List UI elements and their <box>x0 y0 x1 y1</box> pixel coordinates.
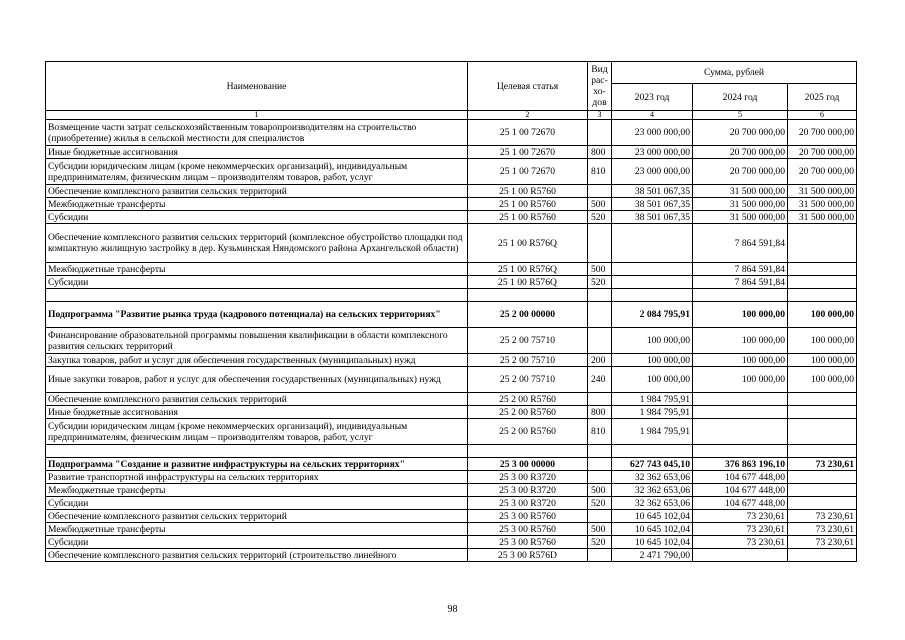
row-sum-2025 <box>788 276 857 289</box>
row-sum-2024: 104 677 448,00 <box>693 497 788 510</box>
row-sum-2025 <box>788 263 857 276</box>
table-row <box>46 471 857 484</box>
row-name <box>46 445 468 458</box>
row-name: Подпрограмма "Создание и развитие инфраструктуры на сельских территориях" <box>46 458 468 471</box>
page-number: 98 <box>447 604 458 615</box>
table-row <box>46 120 857 146</box>
col-number: 4 <box>612 111 693 120</box>
table-row <box>46 458 857 471</box>
row-name: Субсидии <box>46 536 468 549</box>
row-sum-2025: 100 000,00 <box>788 354 857 367</box>
row-sum-2023: 38 501 067,35 <box>612 185 693 198</box>
row-sum-2025 <box>788 445 857 458</box>
row-name: Возмещение части затрат сельскохозяйственным товаропроизводителям на строительство (приобретение) жилья в сельской местности для специалистов <box>46 120 468 146</box>
row-name: Обеспечение комплексного развития сельских территорий (комплексное обустройство площадки под компактную жилищную застройку в дер. Кузьминская Няндомского района Архангельской области) <box>46 224 468 263</box>
row-sum-2025: 73 230,61 <box>788 536 857 549</box>
row-sum-2023: 10 645 102,04 <box>612 510 693 523</box>
row-expense-kind: 520 <box>588 211 612 224</box>
row-name: Обеспечение комплексного развития сельских территорий <box>46 510 468 523</box>
row-name: Межбюджетные трансферты <box>46 523 468 536</box>
row-sum-2025: 31 500 000,00 <box>788 198 857 211</box>
row-target-article <box>468 445 588 458</box>
row-sum-2023: 100 000,00 <box>612 367 693 393</box>
table-row <box>46 354 857 367</box>
row-target-article: 25 1 00 R576Q <box>468 276 588 289</box>
header-year-2024: 2024 год <box>693 84 788 111</box>
row-sum-2025 <box>788 224 857 263</box>
row-name: Субсидии юридическим лицам (кроме некоммерческих организаций), индивидуальным предпринимателям, физическим лицам – производителям товаров, работ, услуг <box>46 419 468 445</box>
row-target-article: 25 1 00 72670 <box>468 146 588 159</box>
row-sum-2023: 38 501 067,35 <box>612 198 693 211</box>
budget-table <box>45 61 857 562</box>
row-sum-2024: 100 000,00 <box>693 328 788 354</box>
row-name: Межбюджетные трансферты <box>46 263 468 276</box>
row-target-article: 25 2 00 75710 <box>468 354 588 367</box>
row-sum-2024: 20 700 000,00 <box>693 146 788 159</box>
row-sum-2023: 100 000,00 <box>612 354 693 367</box>
row-sum-2025 <box>788 471 857 484</box>
row-sum-2024: 376 863 196,10 <box>693 458 788 471</box>
row-sum-2025 <box>788 406 857 419</box>
row-sum-2023: 2 471 790,00 <box>612 549 693 562</box>
row-expense-kind: 500 <box>588 484 612 497</box>
table-row <box>46 289 857 302</box>
row-target-article: 25 3 00 R5760 <box>468 523 588 536</box>
table-row <box>46 497 857 510</box>
row-sum-2023: 32 362 653,06 <box>612 484 693 497</box>
row-expense-kind <box>588 471 612 484</box>
row-target-article: 25 3 00 00000 <box>468 458 588 471</box>
row-sum-2023 <box>612 276 693 289</box>
row-sum-2023: 32 362 653,06 <box>612 497 693 510</box>
row-sum-2025 <box>788 484 857 497</box>
row-name: Субсидии <box>46 497 468 510</box>
row-target-article: 25 1 00 R576Q <box>468 224 588 263</box>
row-name: Развитие транспортной инфраструктуры на сельских территориях <box>46 471 468 484</box>
row-sum-2024: 31 500 000,00 <box>693 198 788 211</box>
row-sum-2024: 7 864 591,84 <box>693 263 788 276</box>
row-sum-2023: 38 501 067,35 <box>612 211 693 224</box>
table-row <box>46 185 857 198</box>
header-year-2023: 2023 год <box>612 84 693 111</box>
row-sum-2024: 7 864 591,84 <box>693 224 788 263</box>
row-expense-kind: 520 <box>588 276 612 289</box>
row-expense-kind <box>588 328 612 354</box>
row-name: Субсидии <box>46 276 468 289</box>
row-target-article: 25 3 00 R3720 <box>468 484 588 497</box>
row-name: Межбюджетные трансферты <box>46 484 468 497</box>
row-target-article: 25 2 00 75710 <box>468 367 588 393</box>
col-number: 3 <box>588 111 612 120</box>
header-sum: Сумма, рублей <box>612 62 857 84</box>
row-name: Межбюджетные трансферты <box>46 198 468 211</box>
row-sum-2025: 100 000,00 <box>788 328 857 354</box>
row-sum-2024: 100 000,00 <box>693 367 788 393</box>
row-target-article: 25 1 00 R576Q <box>468 263 588 276</box>
row-sum-2025: 100 000,00 <box>788 302 857 328</box>
row-target-article: 25 2 00 R5760 <box>468 393 588 406</box>
row-target-article: 25 2 00 00000 <box>468 302 588 328</box>
header-year-2025: 2025 год <box>788 84 857 111</box>
row-sum-2025: 100 000,00 <box>788 367 857 393</box>
row-name: Обеспечение комплексного развития сельских территорий (строительство линейного <box>46 549 468 562</box>
header-expense-kind: Вид рас-хо-дов <box>588 62 612 111</box>
table-row <box>46 484 857 497</box>
table-row <box>46 211 857 224</box>
row-sum-2024 <box>693 393 788 406</box>
row-name: Обеспечение комплексного развития сельских территорий <box>46 393 468 406</box>
table-row <box>46 263 857 276</box>
col-number: 2 <box>468 111 588 120</box>
table-row <box>46 419 857 445</box>
row-sum-2025 <box>788 497 857 510</box>
row-sum-2025 <box>788 393 857 406</box>
row-expense-kind: 500 <box>588 523 612 536</box>
row-sum-2023: 32 362 653,06 <box>612 471 693 484</box>
row-expense-kind <box>588 445 612 458</box>
row-expense-kind: 500 <box>588 198 612 211</box>
row-sum-2023 <box>612 289 693 302</box>
row-expense-kind: 520 <box>588 497 612 510</box>
row-sum-2025: 73 230,61 <box>788 523 857 536</box>
row-sum-2023: 1 984 795,91 <box>612 419 693 445</box>
row-sum-2025: 20 700 000,00 <box>788 120 857 146</box>
row-name: Субсидии юридическим лицам (кроме некоммерческих организаций), индивидуальным предпринимателям, физическим лицам – производителям товаров, работ, услуг <box>46 159 468 185</box>
col-number: 6 <box>788 111 857 120</box>
table-row <box>46 367 857 393</box>
row-sum-2023: 2 084 795,91 <box>612 302 693 328</box>
header-target-article: Целевая статья <box>468 62 588 111</box>
table-row <box>46 406 857 419</box>
row-expense-kind <box>588 458 612 471</box>
row-sum-2023: 23 000 000,00 <box>612 120 693 146</box>
row-sum-2024 <box>693 445 788 458</box>
row-expense-kind: 800 <box>588 406 612 419</box>
row-sum-2023: 1 984 795,91 <box>612 393 693 406</box>
row-sum-2023 <box>612 224 693 263</box>
table-row <box>46 198 857 211</box>
row-sum-2023: 100 000,00 <box>612 328 693 354</box>
row-sum-2024 <box>693 289 788 302</box>
row-sum-2024: 73 230,61 <box>693 523 788 536</box>
row-expense-kind <box>588 224 612 263</box>
row-sum-2023: 1 984 795,91 <box>612 406 693 419</box>
row-name: Иные бюджетные ассигнования <box>46 406 468 419</box>
col-number: 1 <box>46 111 468 120</box>
row-expense-kind <box>588 185 612 198</box>
row-sum-2024: 31 500 000,00 <box>693 211 788 224</box>
row-sum-2024: 7 864 591,84 <box>693 276 788 289</box>
row-expense-kind <box>588 289 612 302</box>
row-sum-2024: 104 677 448,00 <box>693 484 788 497</box>
row-name: Финансирование образовательной программы повышения квалификации в области комплексного развития сельских территорий <box>46 328 468 354</box>
table-row <box>46 523 857 536</box>
row-name: Субсидии <box>46 211 468 224</box>
row-expense-kind: 240 <box>588 367 612 393</box>
row-sum-2025 <box>788 419 857 445</box>
row-target-article: 25 2 00 R5760 <box>468 419 588 445</box>
row-target-article: 25 3 00 R576D <box>468 549 588 562</box>
row-name: Закупка товаров, работ и услуг для обеспечения государственных (муниципальных) нужд <box>46 354 468 367</box>
row-expense-kind: 810 <box>588 159 612 185</box>
row-sum-2025: 20 700 000,00 <box>788 146 857 159</box>
row-target-article: 25 2 00 75710 <box>468 328 588 354</box>
table-row <box>46 302 857 328</box>
row-sum-2025: 73 230,61 <box>788 458 857 471</box>
row-target-article: 25 2 00 R5760 <box>468 406 588 419</box>
table-row <box>46 445 857 458</box>
row-target-article: 25 1 00 72670 <box>468 120 588 146</box>
row-expense-kind: 520 <box>588 536 612 549</box>
row-target-article: 25 3 00 R5760 <box>468 510 588 523</box>
table-row <box>46 549 857 562</box>
row-sum-2024: 20 700 000,00 <box>693 120 788 146</box>
row-sum-2023: 23 000 000,00 <box>612 159 693 185</box>
row-expense-kind <box>588 510 612 523</box>
row-expense-kind <box>588 393 612 406</box>
row-sum-2023: 10 645 102,04 <box>612 523 693 536</box>
row-target-article: 25 1 00 R5760 <box>468 185 588 198</box>
col-number: 5 <box>693 111 788 120</box>
row-name: Подпрограмма "Развитие рынка труда (кадрового потенциала) на сельских территориях" <box>46 302 468 328</box>
row-expense-kind: 810 <box>588 419 612 445</box>
table-row <box>46 276 857 289</box>
table-row <box>46 224 857 263</box>
row-target-article: 25 3 00 R3720 <box>468 497 588 510</box>
row-sum-2024: 104 677 448,00 <box>693 471 788 484</box>
row-sum-2024: 73 230,61 <box>693 536 788 549</box>
row-sum-2024: 20 700 000,00 <box>693 159 788 185</box>
row-expense-kind <box>588 120 612 146</box>
row-target-article: 25 3 00 R5760 <box>468 536 588 549</box>
row-sum-2024 <box>693 549 788 562</box>
row-sum-2025 <box>788 289 857 302</box>
table-row <box>46 328 857 354</box>
row-name: Обеспечение комплексного развития сельских территорий <box>46 185 468 198</box>
row-sum-2024: 73 230,61 <box>693 510 788 523</box>
column-number-row <box>46 111 857 120</box>
row-sum-2023 <box>612 263 693 276</box>
row-sum-2023: 627 743 045,10 <box>612 458 693 471</box>
header-name: Наименование <box>46 62 468 111</box>
table-row <box>46 536 857 549</box>
row-expense-kind: 800 <box>588 146 612 159</box>
row-sum-2024: 31 500 000,00 <box>693 185 788 198</box>
row-sum-2024 <box>693 419 788 445</box>
table-row <box>46 510 857 523</box>
row-sum-2023: 10 645 102,04 <box>612 536 693 549</box>
row-sum-2023 <box>612 445 693 458</box>
row-target-article <box>468 289 588 302</box>
row-target-article: 25 3 00 R3720 <box>468 471 588 484</box>
row-expense-kind: 200 <box>588 354 612 367</box>
row-name: Иные закупки товаров, работ и услуг для обеспечения государственных (муниципальных) нужд <box>46 367 468 393</box>
row-target-article: 25 1 00 R5760 <box>468 211 588 224</box>
row-expense-kind <box>588 549 612 562</box>
row-sum-2024 <box>693 406 788 419</box>
row-sum-2025: 31 500 000,00 <box>788 185 857 198</box>
row-expense-kind: 500 <box>588 263 612 276</box>
row-sum-2025: 31 500 000,00 <box>788 211 857 224</box>
row-name: Иные бюджетные ассигнования <box>46 146 468 159</box>
row-name <box>46 289 468 302</box>
table-row <box>46 393 857 406</box>
row-expense-kind <box>588 302 612 328</box>
table-row <box>46 159 857 185</box>
row-sum-2024: 100 000,00 <box>693 354 788 367</box>
row-sum-2025: 73 230,61 <box>788 510 857 523</box>
row-sum-2025: 20 700 000,00 <box>788 159 857 185</box>
row-sum-2023: 23 000 000,00 <box>612 146 693 159</box>
row-sum-2024: 100 000,00 <box>693 302 788 328</box>
row-sum-2025 <box>788 549 857 562</box>
row-target-article: 25 1 00 72670 <box>468 159 588 185</box>
row-target-article: 25 1 00 R5760 <box>468 198 588 211</box>
table-row <box>46 146 857 159</box>
